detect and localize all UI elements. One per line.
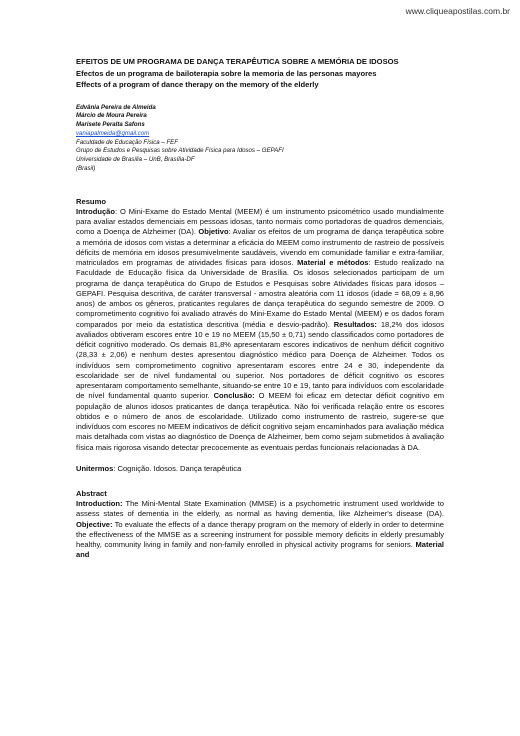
- methods-text: : Estudo realizado na Faculdade de Educação física da Universidade de Brasília. Os idosos selecionados participam de um programa de dança terapêutica do Grupo de Estudos e Pesquisas sobre Atividades físicas para idosos – GEPAFI. Pesquisa descritiva, de caráter transversal - amostra aleatória com 11 idosos (idade = 68,09 ± 8,96 anos) de ambos os gêneros, praticantes regulares de dança terapêutica do segundo semestre de 2009. O comprometimento cognitivo foi avaliado através do Mini-Exame do Estado Mental (MEEM) e os dados foram comparados por meio da estatística descritiva (média e desvio-padrão).: [76, 258, 444, 329]
- title-english: Effects of a program of dance therapy on the memory of the elderly: [76, 80, 319, 89]
- resumo-paragraph: [76, 207, 444, 453]
- affiliation-line: Universidade de Brasília – UnB, Brasília-DF: [76, 156, 195, 164]
- keywords-label: Unitermos: [76, 463, 114, 473]
- objective-label: Objetivo: [198, 227, 229, 237]
- author-name: Edvânia Pereira de Almeida: [76, 103, 156, 111]
- conclusion-label: Conclusão:: [213, 391, 255, 401]
- author-block: [76, 104, 444, 174]
- results-label: Resultados:: [333, 319, 377, 329]
- keywords-text: : Cognição. Idosos. Dança terapêutica: [113, 463, 242, 473]
- keywords-line: [76, 464, 444, 474]
- intro-label: Introdução: [76, 206, 115, 216]
- watermark-url: www.cliqueapostilas.com.br: [405, 6, 510, 16]
- title-portuguese: EFEITOS DE UM PROGRAMA DE DANÇA TERAPÊUTICA SOBRE A MEMÓRIA DE IDOSOS: [76, 57, 399, 66]
- resumo-heading: Resumo: [76, 196, 106, 206]
- author-email-link[interactable]: vaniapalmeida@gmail.com: [76, 129, 150, 137]
- abstract-heading: Abstract: [76, 489, 107, 499]
- objective-text: : Avaliar os efeitos de um programa de dança terapêutica sobre a memória de idosos com vistas a determinar a eficácia do MEEM como instrumento de rastreio de possíveis déficits de memória em idosos presumivelmente saudáveis, vivendo em comunidade familiar e extra-familiar, matriculados em programas de atividades físicas para idosos.: [76, 227, 444, 268]
- abstract-paragraph: [76, 499, 444, 561]
- affiliation-line: (Brasil): [76, 165, 96, 173]
- affiliation-line: Faculdade de Educação Física – FEF: [76, 138, 178, 146]
- title-block: [76, 56, 444, 91]
- results-text: 18,2% dos idosos avaliados obtiveram escores entre 10 e 19 no MEEM (15,50 ± 0,71) sendo classificados como portadores de déficit cognitivo moderado. Os demais 81,8% apresentaram escores indicativos de nenhum déficit cognitivo (28,33 ± 2,06) e nenhum destes apresentou diagnóstico médico para Doença de Alzheimer. Todos os indivíduos sem comprometimento cognitivo apresentaram escores entre 24 e 30, independente da escolaridade ser de nível fundamental ou superior. Nos portadores de déficit cognitivo os escores apresentaram comportamento semelhante, situando-se entre 10 e 19, tanto para indivíduos com escolaridade de nível fundamental quanto superior.: [76, 319, 444, 401]
- abstract-objective-text: To evaluate the effects of a dance therapy program on the memory of elderly in order to determine the effectiveness of the MMSE as a screening instrument for possible memory deficits in elderly presumably healthy, community living in family and non-family enrolled in physical activity programs for seniors.: [76, 519, 444, 550]
- methods-label: Material e métodos: [297, 258, 369, 268]
- intro-text: : O Mini-Exame do Estado Mental (MEEM) é um instrumento psicométrico usado mundialmente para avaliar estados demenciais em pessoas idosas, tanto normais como portadoras de quadros demenciais, como a Doença de Alzheimer (DA).: [76, 206, 444, 237]
- abstract-methods-label: Material and: [76, 540, 444, 560]
- article-body: [76, 56, 444, 561]
- title-spanish: Efectos de un programa de bailoterapia sobre la memoria de las personas mayores: [76, 68, 377, 78]
- author-name: Marisete Peralta Safons: [76, 121, 145, 129]
- abstract-objective-label: Objective:: [76, 519, 113, 529]
- conclusion-text: O MEEM foi eficaz em detectar déficit cognitivo em população de alunos idosos praticantes de dança terapêutica. Não foi verificada relação entre os escores obtidos e o número de anos de escolaridade. Utilizado como instrumento de rastreio, sugere-se que indivíduos com escores no MEEM indicativos de déficit cognitivo sejam encaminhados para avaliação médica mais detalhada com vistas ao diagnóstico de Doença de Alzheimer, bem como sejam submetidos à avaliação física mais rigorosa visando detectar precocemente as eventuais perdas funcionais relacionadas à DA.: [76, 391, 444, 452]
- author-name: Márcio de Moura Pereira: [76, 112, 147, 120]
- abstract-intro-label: Introduction:: [76, 499, 123, 509]
- abstract-intro-text: The Mini-Mental State Examination (MMSE) is a psychometric instrument used worldwide to assess states of dementia in the elderly, as normal as having dementia, like Alzheimer's disease (DA).: [76, 499, 444, 519]
- affiliation-line: Grupo de Estudos e Pesquisas sobre Atividade Física para Idosos – GEPAFI: [76, 147, 284, 155]
